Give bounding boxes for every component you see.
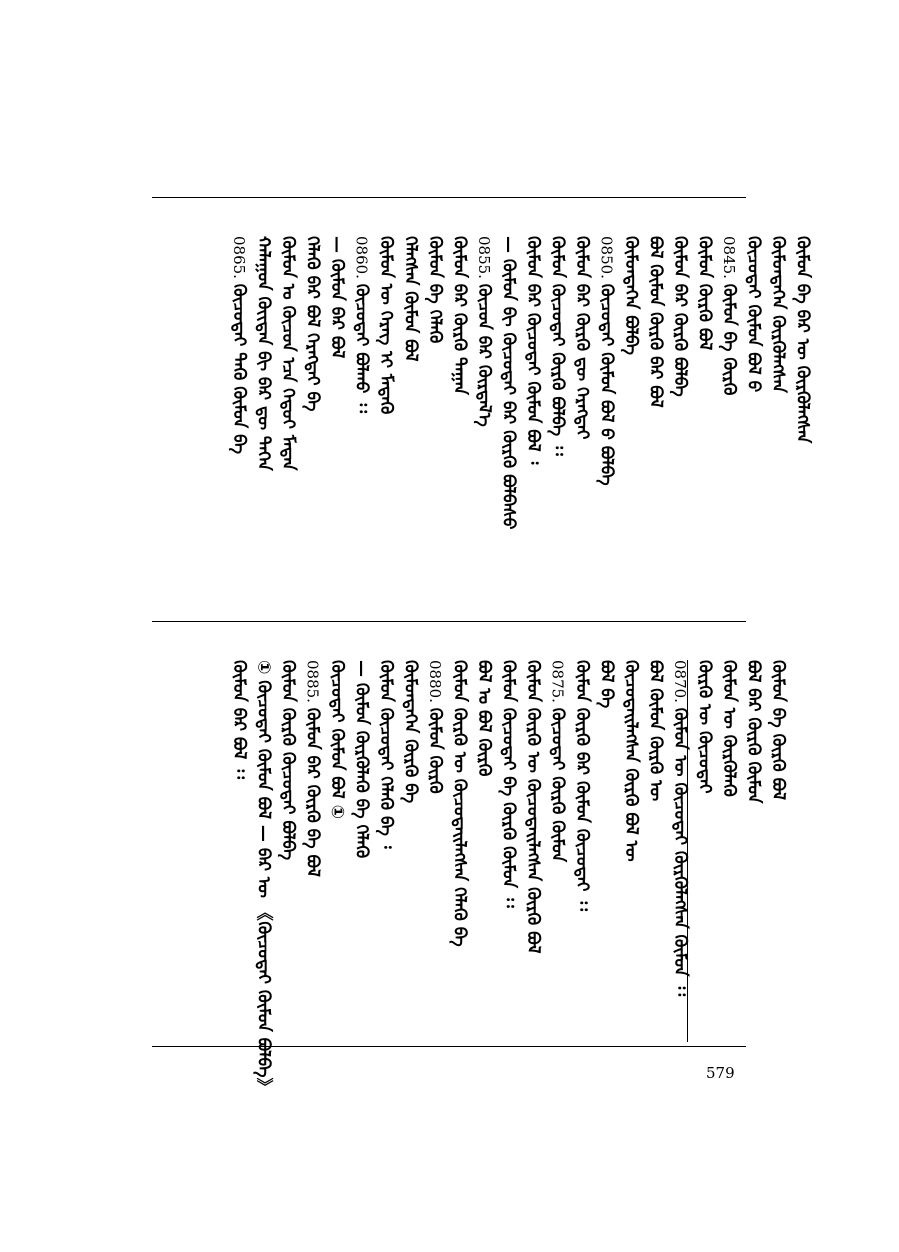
- line-text: ᠬᠦᠮᠦᠨ ᠪᠡ ᠬᠦᠷᠬᠦ: [719, 283, 739, 396]
- text-line: [279, 660, 296, 860]
- line-text: ᠬᠦᠮᠦᠨ ᠬᠦᠷᠬᠦ: [425, 707, 445, 794]
- text-line: [696, 236, 713, 350]
- line-number: 0850.: [597, 236, 616, 284]
- line-text: ᠬᠦᠮᠦᠨ ᠤ ᠬᠦᠴᠦᠨ ᠡᠴᠡ ᠬᠡᠳᠦᠢ ᠮᠡᠳᠡᠨ: [278, 236, 298, 471]
- line-text: ᠬᠦᠮᠦᠨ ᠦ ᠬᠦᠴᠦᠲᠡᠢ ᠬᠦᠷᠬᠦᠯᠡᠭᠰᠡᠨ ᠬᠦᠮᠦᠨ ᠄᠄: [670, 707, 690, 997]
- text-line: [353, 660, 370, 858]
- text-line: [598, 660, 615, 708]
- line-text: ᠬᠡᠯᠡᠭᠰᠡᠨ ᠬᠦᠮᠦᠨ ᠪᠣᠯ: [400, 236, 421, 362]
- line-number: 0865.: [230, 236, 248, 284]
- line-text: ᠬᠦᠮᠦᠨ ᠪᠡᠷ ᠪᠣᠯ ᠄᠄: [229, 660, 249, 779]
- line-text: ᠬᠦᠮᠦᠨ ᠪᠡ ᠬᠡᠯᠡᠬᠦ: [425, 236, 445, 344]
- line-text: ᠬᠦᠴᠦᠲᠡᠢᠯᠡᠭᠰᠡᠨ ᠬᠦᠷᠬᠦ ᠪᠣᠯ ᠦ: [621, 660, 641, 862]
- text-line: [745, 236, 762, 392]
- text-line: [647, 236, 664, 408]
- line-number: 0845.: [720, 236, 738, 284]
- line-text: ᠬᠦᠮᠦᠨ ᠬᠦᠴᠦᠲᠡᠢ ᠬᠡᠯᠡᠬᠦ ᠪᠡ ᠄: [376, 660, 396, 849]
- text-line: [769, 236, 786, 393]
- text-line: [475, 236, 492, 427]
- text-line: [500, 236, 517, 529]
- line-text: ᠬᠦᠮᠦᠨ ᠬᠦᠴᠦᠲᠡᠢ ᠪᠡ ᠬᠦᠷᠬᠦ ᠬᠦᠮᠦᠨ ᠄᠄: [498, 660, 519, 908]
- text-line: [696, 660, 713, 794]
- text-line: [328, 660, 345, 819]
- text-line: [255, 236, 272, 471]
- line-text: ᠬᠦᠴᠦᠲᠡᠢ ᠬᠦᠮᠦᠨ ᠪᠣᠯ ᠪ ᠪᠣᠯᠪᠠ: [596, 283, 617, 486]
- text-line: [353, 236, 370, 413]
- line-number: 0875.: [548, 660, 567, 708]
- text-line: [622, 660, 639, 862]
- line-text: ᠬᠦᠮᠦᠨ ᠬᠦᠴᠦᠲᠡᠢ ᠬᠦᠷᠬᠦ ᠪᠣᠯᠪᠠ ᠄᠄: [547, 236, 568, 456]
- line-text: ① ᠬᠦᠴᠦᠲᠡᠢ ᠬᠦᠮᠦᠨ ᠪᠣᠯ — ᠪᠡᠷ ᠦ 《ᠬᠦᠴᠦᠲᠡᠢ ᠬᠦᠮᠦᠨ ᠪᠣᠯᠪᠠ》: [253, 660, 274, 1095]
- text-line: [230, 236, 247, 454]
- line-text: ᠪᠣᠯ ᠬᠦᠮᠦᠨ ᠬᠦᠷᠬᠦ ᠪᠡᠷ ᠪᠣᠯ: [645, 236, 666, 408]
- line-text: ᠬᠦᠮᠦᠨ ᠦ ᠬᠡᠷᠡᠭ ᠢ ᠮᠡᠳᠡᠬᠦ: [376, 236, 396, 415]
- text-line: [426, 236, 443, 343]
- text-line: [524, 236, 541, 464]
- text-line: [671, 236, 688, 397]
- top-text-block: [150, 200, 813, 618]
- line-text: ᠬᠦᠮᠦᠨᠳᠡᠭᠡᠨ ᠬᠦᠷᠬᠦ ᠪᠡ: [400, 660, 421, 804]
- text-line: [720, 660, 737, 797]
- text-line: [549, 236, 566, 456]
- text-line: [426, 660, 443, 794]
- line-text: ᠬᠦᠮᠦᠨ ᠪᠡᠷ ᠬᠦᠷᠬᠦ ᠳᠠᠭᠠᠨ: [449, 236, 470, 395]
- text-line: [549, 660, 566, 862]
- line-text: ᠬᠦᠷᠬᠦ ᠦ ᠬᠦᠴᠦᠲᠡᠢ: [694, 660, 715, 794]
- line-text: ᠬᠦᠴᠦᠲᠡᠢ ᠬᠦᠮᠦᠨ ᠪᠣᠯ ᠪ: [743, 236, 764, 393]
- text-line: [255, 660, 272, 1095]
- line-text: — ᠬᠦᠮᠦᠨ ᠪᠡᠷ ᠪᠣᠯ: [327, 236, 347, 359]
- text-line: [524, 660, 541, 954]
- line-text: ᠬᠦᠴᠦᠲᠡᠢ ᠲᠡᠬᠦ ᠬᠦᠮᠦᠨ ᠪᠡ: [229, 283, 249, 454]
- text-line: [573, 660, 590, 911]
- text-line: [647, 660, 664, 801]
- text-line: [598, 236, 615, 486]
- text-line: [304, 236, 321, 411]
- line-number: 0855.: [475, 236, 493, 284]
- line-text: ᠬᠠᠯᠠᠭᠤᠨ ᠬᠦᠢᠲᠡᠨ ᠪᠢ ᠪᠡᠷ ᠳᠦ ᠳᠡᠭᠡᠨ: [253, 236, 274, 471]
- text-line: [745, 660, 762, 803]
- middle-rule: [152, 621, 746, 622]
- line-text: ᠬᠦᠮᠦᠨᠳᠡᠭᠡᠨ ᠬᠦᠷᠬᠦᠯᠡᠭᠰᠡᠨ: [768, 236, 788, 393]
- text-line: [622, 236, 639, 355]
- text-line: [500, 660, 517, 908]
- line-text: ᠬᠦᠮᠦᠨ ᠪᠠᠷ ᠬᠦᠴᠦᠲᠡᠢ ᠬᠦᠮᠦᠨ ᠪᠣᠯ ᠄: [523, 236, 543, 465]
- text-line: [794, 236, 811, 443]
- line-text: — ᠬᠦᠮᠦᠨ ᠪᠢ ᠬᠦᠴᠦᠲᠡᠢ ᠪᠡᠷ ᠬᠦᠷᠬᠦ ᠪᠣᠯᠪᠠᠰᠤ: [498, 236, 519, 530]
- text-line: [475, 660, 492, 776]
- line-text: ᠬᠡᠯᠡᠬᠦ ᠪᠡᠷ ᠪᠣᠯ ᠬᠡᠷᠡᠭᠲᠡᠢ ᠪᠠ: [302, 236, 323, 412]
- text-line: [230, 660, 247, 779]
- text-line: [328, 236, 345, 358]
- line-text: ᠬᠦᠮᠦᠨ ᠦ ᠬᠦᠷᠬᠦᠯᠡᠬᠦ: [719, 660, 739, 797]
- text-line: [720, 236, 737, 395]
- page-number: 579: [706, 1064, 735, 1082]
- text-line: [304, 660, 321, 877]
- text-line: [451, 236, 468, 395]
- line-text: ᠬᠦᠮᠦᠨ ᠪᠡᠷ ᠬᠦᠷᠬᠦ ᠪᠣᠯᠪᠠ: [670, 236, 690, 397]
- text-line: [769, 660, 786, 800]
- line-text: ᠪᠣᠯ ᠤ ᠪᠣᠯ ᠬᠦᠷᠬᠦ: [474, 660, 494, 777]
- line-text: ᠬᠦᠴᠦᠲᠡᠢ ᠬᠦᠷᠬᠦ ᠬᠦᠮᠦᠨ: [547, 707, 568, 863]
- text-line: [671, 660, 688, 996]
- line-text: — ᠬᠦᠮᠦᠨ ᠬᠦᠷᠬᠦᠯᠡᠬᠦ ᠪᠡ ᠬᠡᠯᠡᠬᠦ: [351, 660, 372, 859]
- line-text: ᠬᠦᠮᠦᠨ ᠬᠦᠷᠬᠦ ᠦ ᠬᠦᠴᠦᠲᠡᠢᠯᠡᠭᠰᠡᠨ ᠬᠡᠯᠡᠬᠦ ᠪᠡ: [449, 660, 470, 947]
- line-text: ᠪᠣᠯ ᠬᠦᠮᠦᠨ ᠬᠦᠷᠬᠦ ᠦ: [645, 660, 666, 802]
- line-text: ᠬᠦᠮᠦᠨᠳᠡᠭᠡᠨ ᠪᠣᠯᠪᠠ: [621, 236, 641, 356]
- line-text: ᠬᠦᠮᠦᠨ ᠪᠡ ᠬᠦᠷᠬᠦ ᠪᠣᠯ: [768, 660, 788, 801]
- line-text: ᠬᠦᠴᠦᠲᠡᠢ ᠪᠣᠯᠬᠤ ᠄᠄: [351, 283, 372, 413]
- line-text: ᠪᠣᠯ ᠪᠡᠷ ᠬᠦᠷᠬᠦ ᠬᠦᠮᠦᠨ: [743, 660, 764, 804]
- bottom-rule: [152, 1046, 746, 1047]
- line-text: ᠬᠦᠮᠦᠨ ᠪᠡᠷ ᠬᠦᠷᠬᠦ ᠳᠦ ᠬᠡᠷᠡᠭᠲᠡᠢ: [572, 236, 592, 440]
- text-line: [279, 236, 296, 471]
- text-line: [451, 660, 468, 947]
- text-line: [402, 236, 419, 361]
- line-number: 0860.: [352, 236, 371, 284]
- line-text: ᠬᠦᠮᠦᠨ ᠪᠡᠷ ᠬᠦᠷᠬᠦ ᠪᠠ ᠪᠣᠯ: [302, 707, 323, 877]
- line-text: ᠬᠦᠴᠦᠲᠡᠢ ᠬᠦᠮᠦᠨ ᠪᠣᠯ ①: [327, 660, 347, 819]
- text-line: [377, 660, 394, 849]
- line-number: 0870.: [671, 660, 689, 708]
- line-text: ᠬᠦᠮᠦᠨ ᠬᠦᠷᠬᠦ ᠪᠣᠯ: [694, 236, 715, 351]
- line-text: ᠬᠦᠴᠦᠨ ᠪᠡᠷ ᠬᠦᠷᠲᠡᠯ᠎ᠡ: [474, 283, 494, 427]
- top-rule: [152, 197, 746, 198]
- text-line: [573, 236, 590, 439]
- line-number: 0880.: [426, 660, 444, 708]
- line-text: ᠪᠣᠯ ᠪᠡ: [596, 660, 617, 709]
- line-number: 0885.: [303, 660, 322, 708]
- text-line: [402, 660, 419, 803]
- line-text: ᠬᠦᠮᠦᠨ ᠬᠦᠷᠬᠦ ᠦ ᠬᠦᠴᠦᠲᠡᠢᠯᠡᠭᠰᠡᠨ ᠬᠦᠷᠬᠦ ᠪᠣᠯ: [523, 660, 543, 954]
- line-text: ᠬᠦᠮᠦᠨ ᠬᠦᠷᠬᠦ ᠬᠦᠴᠦᠲᠡᠢ ᠪᠣᠯᠪᠠ: [278, 660, 298, 861]
- footnote-separator: [687, 660, 688, 1042]
- line-text: ᠬᠦᠮᠦᠨ ᠬᠦᠷᠬᠦ ᠪᠡᠷ ᠬᠦᠮᠦᠨ ᠬᠦᠴᠦᠲᠡᠢ ᠄᠄: [572, 660, 592, 911]
- text-line: [377, 236, 394, 414]
- line-text: ᠬᠦᠮᠦᠨ ᠪᠡ ᠪᠡᠷ ᠦ ᠬᠦᠷᠬᠦᠯᠡᠭᠰᠡᠨ: [792, 236, 813, 444]
